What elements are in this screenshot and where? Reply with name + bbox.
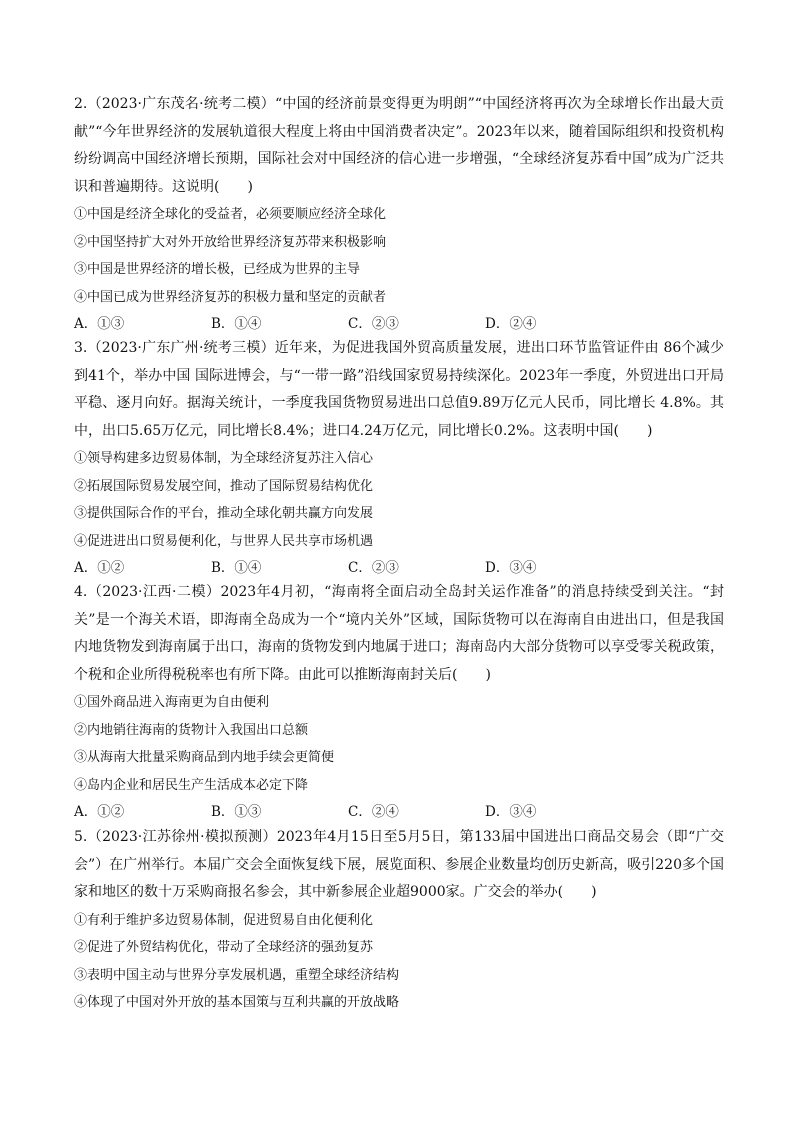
statement-4: ④体现了中国对外开放的基本国策与互利共赢的开放战略 <box>74 995 400 1010</box>
choice-b[interactable]: B．①④ <box>211 316 262 332</box>
statement-list <box>74 689 724 799</box>
choice-c[interactable]: C．②③ <box>348 560 399 576</box>
statement-1: ①国外商品进入海南更为自由便利 <box>74 695 270 710</box>
question-stem: 3.（2023·广东广州·统考三模）近年来，为促进我国外贸高质量发展，进出口环节监管证件由 86个减少到41个，举办中国 国际进博会，与“一带一路”沿线国家贸易持续深化。2023年一季度，外贸进出口开局平稳、逐月向好。据海关统计，一季度我国货物贸易进出口总值9.89万亿元人民币，同比增长 4.8%。其中，出口5.65万亿元，同比增长8.4%；进口4.24万亿元，同比增长0.2%。这表明中国( ) <box>74 340 724 439</box>
statement-2: ②拓展国际贸易发展空间，推动了国际贸易结构优化 <box>74 478 374 494</box>
question-stem: 5.（2023·江苏徐州·模拟预测）2023年4月15日至5月5日，第133届中国进出口商品交易会（即“广交会”）在广州举行。本届广交会全面恢复线下展，展览面积、参展企业数量均创历史新高，吸引220多个国家和地区的数十万采购商报名参会，其中新参展企业超9000家。广交会的举办( ) <box>74 829 724 900</box>
choice-b[interactable]: B．①④ <box>211 560 262 576</box>
choice-b[interactable]: B．①③ <box>211 804 262 820</box>
statement-3: ③表明中国主动与世界分享发展机遇，重塑全球经济结构 <box>74 967 400 983</box>
choice-a[interactable]: A．①② <box>74 804 125 820</box>
choice-a[interactable]: A．①③ <box>74 316 125 332</box>
choice-c[interactable]: C．②③ <box>348 316 399 332</box>
choice-d[interactable]: D．③④ <box>485 804 537 820</box>
question-stem: 4.（2023·江西·二模）2023年4月初，“海南将全面启动全岛封关运作准备”的消息持续受到关注。“封关”是一个海关术语，即海南全岛成为一个“境内关外”区域，国际货物可以在海南自由进出口，但是我国内地货物发到海南属于出口，海南的货物发到内地属于进口；海南岛内大部分货物可以享受零关税政策，个税和企业所得税税率也有所下降。由此可以推断海南封关后( ) <box>74 584 724 683</box>
statement-3: ③从海南大批量采购商品到内地手续会更简便 <box>74 750 335 765</box>
question-stem: 2.（2023·广东茂名·统考二模）“中国的经济前景变得更为明朗”“中国经济将再次为全球增长作出最大贡献”“今年世界经济的发展轨道很大程度上将由中国消费者决定”。2023年以来，随着国际组织和投资机构纷纷调高中国经济增长预期，国际社会对中国经济的信心进一步增强，“全球经济复苏看中国”成为广泛共识和普遍期待。这说明( ) <box>74 96 724 195</box>
statement-list <box>74 445 724 555</box>
question-5 <box>74 824 724 1017</box>
statement-1: ①中国是经济全球化的受益者，必须要顺应经济全球化 <box>74 207 387 222</box>
statement-2: ②内地销往海南的货物计入我国出口总额 <box>74 722 309 738</box>
question-3 <box>74 335 724 583</box>
statement-3: ③提供国际合作的平台，推动全球化朝共赢方向发展 <box>74 506 374 521</box>
statement-2: ②促进了外贸结构优化，带动了全球经济的强劲复苏 <box>74 940 374 955</box>
statement-2: ②中国坚持扩大对外开放给世界经济复苏带来积极影响 <box>74 234 387 250</box>
choice-c[interactable]: C．②④ <box>348 804 399 820</box>
statement-4: ④中国已成为世界经济复苏的积极力量和坚定的贡献者 <box>74 289 387 305</box>
statement-1: ①领导构建多边贸易体制，为全球经济复苏注入信心 <box>74 451 374 466</box>
statement-1: ①有利于维护多边贸易体制，促进贸易自由化便利化 <box>74 912 374 928</box>
statement-list <box>74 201 724 311</box>
statement-3: ③中国是世界经济的增长极，已经成为世界的主导 <box>74 262 361 277</box>
statement-list <box>74 907 724 1017</box>
choice-d[interactable]: D．②④ <box>485 316 537 332</box>
statement-4: ④促进进出口贸易便利化，与世界人民共享市场机遇 <box>74 533 374 549</box>
answer-choices <box>74 799 724 827</box>
choice-d[interactable]: D．③④ <box>485 560 537 576</box>
question-2 <box>74 91 724 339</box>
choice-a[interactable]: A．①② <box>74 560 125 576</box>
question-4 <box>74 579 724 827</box>
statement-4: ④岛内企业和居民生产生活成本必定下降 <box>74 777 309 793</box>
